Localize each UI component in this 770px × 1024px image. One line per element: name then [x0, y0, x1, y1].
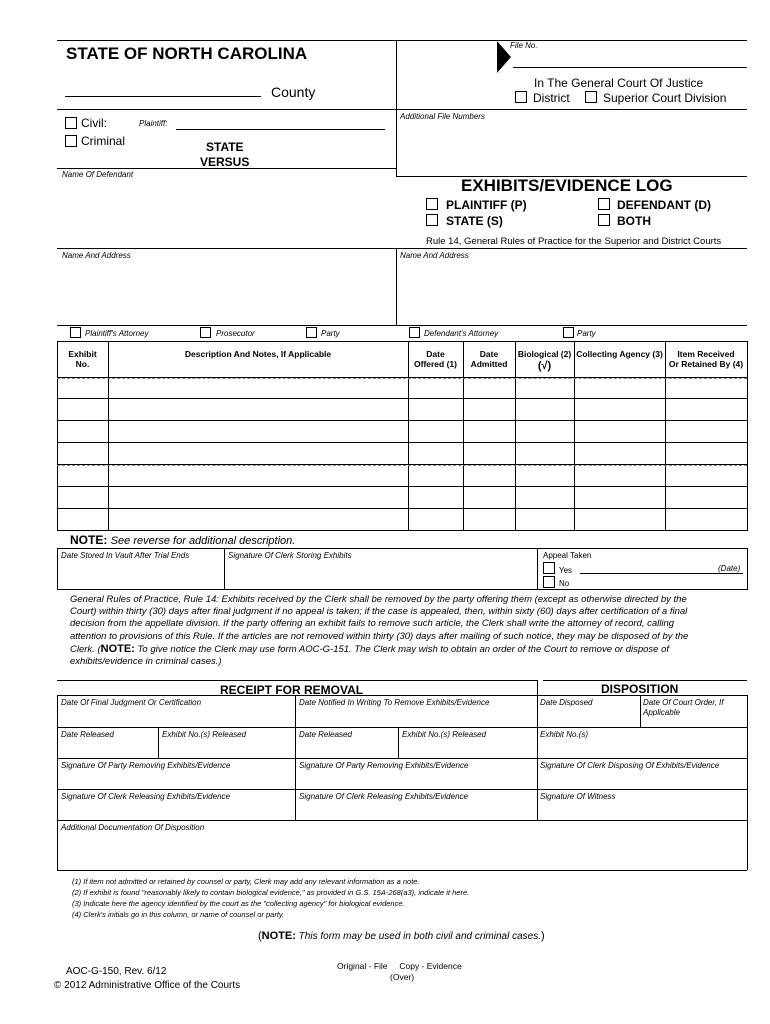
name-and-address-left-label: Name And Address: [62, 251, 131, 260]
col-date-offered: Date Offered (1): [414, 349, 457, 369]
civil-label: Civil:: [81, 116, 107, 130]
date-released-2-label: Date Released: [299, 730, 352, 739]
appeal-yes-label: Yes: [559, 566, 573, 575]
date-notified-label: Date Notified In Writing To Remove Exhibits/Evidence: [299, 698, 490, 707]
plaintiff-p-label: PLAINTIFF (P): [446, 198, 527, 212]
appeal-date-label: (Date): [718, 564, 741, 573]
appeal-yes-checkbox[interactable]: [543, 562, 555, 574]
date-final-judgment-label: Date Of Final Judgment Or Certification: [61, 698, 202, 707]
sig-clerk-disposing-label: Signature Of Clerk Disposing Of Exhibits/Evidence: [540, 761, 720, 770]
log-row-7[interactable]: [57, 509, 747, 530]
appeal-date-field[interactable]: [580, 573, 743, 574]
signature-clerk-storing-label: Signature Of Clerk Storing Exhibits: [228, 551, 352, 560]
file-no-marker: [497, 41, 511, 73]
both-checkbox[interactable]: [598, 214, 610, 226]
plaintiffs-attorney-checkbox[interactable]: [70, 327, 81, 338]
party-left-checkbox[interactable]: [306, 327, 317, 338]
exhibit-nos-label: Exhibit No.(s): [540, 730, 589, 739]
log-row-5[interactable]: [57, 466, 747, 486]
sig-party-removing-1-label: Signature Of Party Removing Exhibits/Evidence: [61, 761, 231, 770]
appeal-taken-label: Appeal Taken: [543, 551, 592, 560]
distribution: Original - File Copy - Evidence: [337, 961, 462, 971]
state-s-label: STATE (S): [446, 214, 503, 228]
party-right-label: Party: [577, 329, 596, 338]
plaintiff-field[interactable]: [176, 129, 385, 130]
over-label: (Over): [390, 972, 415, 982]
county-field[interactable]: [65, 96, 261, 97]
criminal-checkbox[interactable]: [65, 135, 77, 147]
superior-label: Superior Court Division: [603, 91, 727, 105]
civil-checkbox[interactable]: [65, 117, 77, 129]
sig-clerk-releasing-1-label: Signature Of Clerk Releasing Exhibits/Evidence: [61, 792, 230, 801]
bottom-note: (NOTE: This form may be used in both civil and criminal cases.): [258, 930, 545, 942]
col-collecting-agency: Collecting Agency (3): [576, 349, 663, 359]
additional-documentation-label: Additional Documentation Of Disposition: [61, 823, 205, 832]
defendant-d-label: DEFENDANT (D): [617, 198, 711, 212]
copyright: © 2012 Administrative Office of the Courts: [54, 980, 241, 991]
appeal-no-checkbox[interactable]: [543, 576, 555, 588]
date-disposed-label: Date Disposed: [540, 698, 593, 707]
exhibit-released-1-label: Exhibit No.(s) Released: [162, 730, 247, 739]
plaintiff-p-checkbox[interactable]: [426, 198, 438, 210]
date-stored-label: Date Stored In Vault After Trial Ends: [61, 551, 190, 560]
rule-14-text: General Rules of Practice, Rule 14: Exhibits received by the Clerk shall be removed by the party offering them (except as otherwise directed by the Court) within thirty (30) days after final judgment if no appeal is taken; if the case is appealed, then, within sixty (60) days after certification of a final decision from the appellate division. If the party offering an exhibit fails to remove such article, the Clerk shall write the attorney of record, calling attention to provisions of this Rule. If the articles are not removed within thirty (30) days after mailing of such notice, they may be disposed of by the Clerk. (NOTE: To give notice the Clerk may use form AOC-G-151. The Clerk may wish to obtain an order of the Court to remove or dispose of exhibits/evidence in criminal cases.): [70, 594, 689, 668]
plaintiff-label: Plaintiff:: [139, 119, 168, 128]
defendant-d-checkbox[interactable]: [598, 198, 610, 210]
name-of-defendant-label: Name Of Defendant: [62, 170, 134, 179]
log-row-1[interactable]: [57, 379, 747, 398]
log-row-3[interactable]: [57, 421, 747, 442]
county-label: County: [271, 84, 316, 100]
defendants-attorney-label: Defendant's Attorney: [424, 329, 499, 338]
sig-party-removing-2-label: Signature Of Party Removing Exhibits/Evidence: [299, 761, 469, 770]
footnotes: (1) If item not admitted or retained by counsel or party, Clerk may add any relevant information as a note. (2) If exhibit is found "reasonably likely to contain biological evidence," as provided in G.S. 15A-268(a3), indicate it here. (3) Indicate here the agency identified by the court as the "collecting agency" for biological evidence. (4) Clerk's initials go in this column, or name of counsel or party.: [72, 877, 470, 919]
versus-label: VERSUS: [200, 155, 250, 169]
rule-reference: Rule 14, General Rules of Practice for the Superior and District Courts: [426, 236, 722, 247]
sig-clerk-releasing-2-label: Signature Of Clerk Releasing Exhibits/Evidence: [299, 792, 468, 801]
col-date-admitted: Date Admitted: [470, 349, 508, 369]
log-row-6[interactable]: [57, 487, 747, 508]
date-court-order-label: Date Of Court Order, If Applicable: [643, 698, 724, 717]
log-row-2[interactable]: [57, 399, 747, 420]
note-line: NOTE: See reverse for additional description.: [70, 533, 296, 547]
plaintiffs-attorney-label: Plaintiff's Attorney: [85, 329, 149, 338]
district-label: District: [533, 91, 570, 105]
party-left-label: Party: [321, 329, 340, 338]
file-no-label: File No.: [510, 41, 538, 50]
form-title: EXHIBITS/EVIDENCE LOG: [461, 176, 673, 195]
additional-file-numbers-label: Additional File Numbers: [400, 112, 485, 121]
col-exhibit-no: Exhibit No.: [68, 349, 97, 369]
date-released-1-label: Date Released: [61, 730, 114, 739]
col-description: Description And Notes, If Applicable: [184, 349, 332, 359]
prosecutor-checkbox[interactable]: [200, 327, 211, 338]
form-number: AOC-G-150, Rev. 6/12: [66, 966, 167, 977]
both-label: BOTH: [617, 214, 651, 228]
criminal-label: Criminal: [81, 134, 126, 148]
district-checkbox[interactable]: [515, 91, 527, 103]
exhibit-released-2-label: Exhibit No.(s) Released: [402, 730, 487, 739]
court-title: In The General Court Of Justice: [534, 76, 704, 90]
col-item-received: Item Received Or Retained By (4): [668, 349, 744, 369]
col-biological: Biological (2) (√): [517, 349, 572, 372]
log-row-4[interactable]: [57, 443, 747, 464]
name-and-address-right-label: Name And Address: [400, 251, 469, 260]
appeal-no-label: No: [559, 579, 570, 588]
state-title: STATE OF NORTH CAROLINA: [66, 44, 308, 63]
state-s-checkbox[interactable]: [426, 214, 438, 226]
disposition-title: DISPOSITION: [601, 682, 679, 696]
sig-witness-label: Signature Of Witness: [540, 792, 616, 801]
party-right-checkbox[interactable]: [563, 327, 574, 338]
defendants-attorney-checkbox[interactable]: [409, 327, 420, 338]
prosecutor-label: Prosecutor: [216, 329, 255, 338]
receipt-title: RECEIPT FOR REMOVAL: [220, 683, 364, 697]
superior-court-checkbox[interactable]: [585, 91, 597, 103]
state-label: STATE: [206, 140, 244, 154]
